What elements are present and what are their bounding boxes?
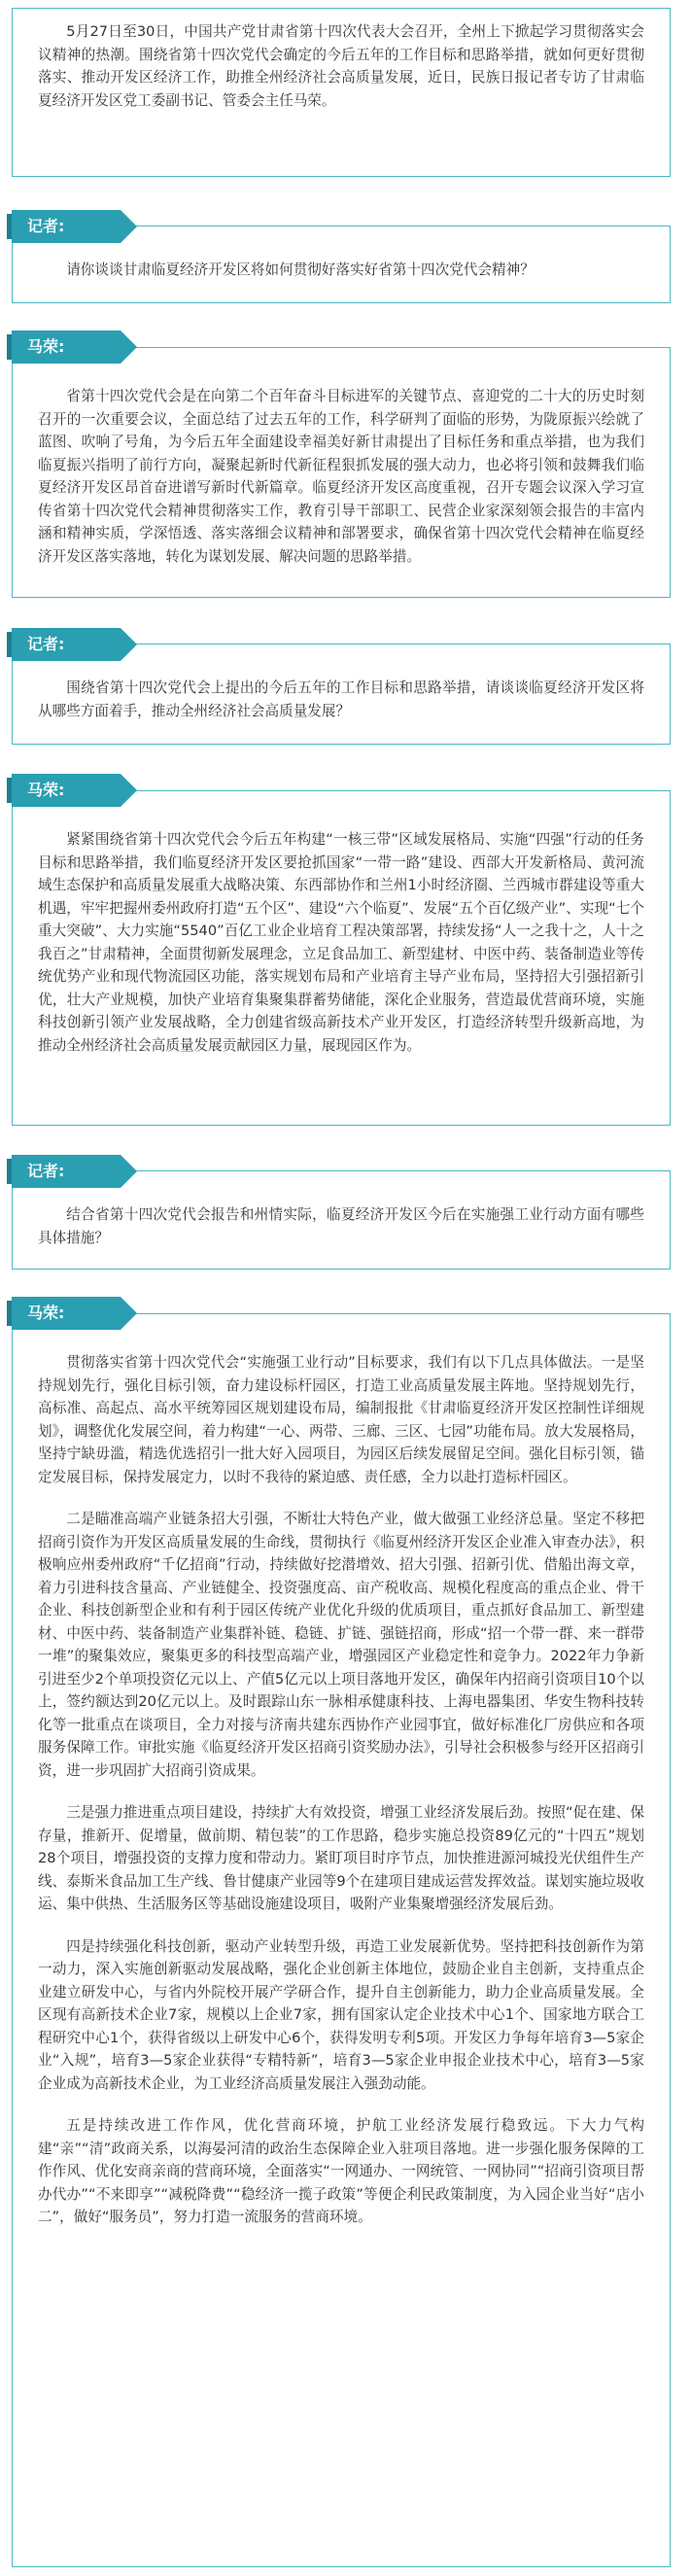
answer-2-paragraph: 紧紧围绕省第十四次党代会今后五年构建“一核三带”区域发展格局、实施“四强”行动的任务目标和思路举措，我们临夏经济开发区要抢抓国家“一带一路”建设、西部大开发新格局、黄河流域生态保护和高质量发展重大战略决策、东西部协作和兰州1小时经济圈、兰西城市群建设等重大机遇，牢牢把握州委州政府打造“五个区”、建设“六个临夏”、发展“五个百亿级产业”、实现“七个重大突破”、大力实施“5540”百亿工业企业培育工程决策部署，持续发扬“人一之我十之，人十之我百之”甘肃精神，全面贯彻新发展理念，立足食品加工、新型建材、中医中药、装备制造业等传统优势产业和现代物流园区功能，落实规划布局和产业培育主导产业布局，坚持招大引强招新引优，壮大产业规模，加快产业培育集聚集群蓄势储能，深化企业服务，营造最优营商环境，实施科技创新引领产业发展战略，全力创建省级高新技术产业开发区，打造经济转型升级新高地，为推动全州经济社会高质量发展贡献园区力量，展现园区作为。 [38, 831, 644, 1054]
answer-2-box [12, 790, 671, 1126]
interviewee-label: 马荣: [27, 1304, 65, 1322]
answer-3-box [12, 1313, 671, 2567]
answer-1-paragraph: 省第十四次党代会是在向第二个百年奋斗目标进军的关键节点、喜迎党的二十大的历史时刻召开的一次重要会议，全面总结了过去五年的工作，科学研判了面临的形势，为陇原振兴绘就了蓝图、吹响了号角，为今后五年全面建设幸福美好新甘肃提出了目标任务和重点举措，也为我们临夏振兴指明了前行方向，凝聚起新时代新征程狠抓发展的强大动力，也必将引领和鼓舞我们临夏经济开发区昂首奋进谱写新时代新篇章。临夏经济开发区高度重视，召开专题会议深入学习宣传省第十四次党代会精神贯彻落实工作，教育引导干部职工、民营企业家深刻领会报告的丰富内涵和精神实质，学深悟透、落实落细会议精神和部署要求，确保省第十四次党代会精神在临夏经济开发区落实落地，转化为谋划发展、解决问题的思路举措。 [38, 388, 644, 565]
interviewee-tag [12, 331, 121, 364]
reporter-tag [12, 210, 121, 243]
answer-1-box [12, 347, 671, 598]
question-1-text: 请你谈谈甘肃临夏经济开发区将如何贯彻好落实好省第十四次党代会精神？ [66, 261, 535, 278]
reporter-label: 记者: [27, 217, 65, 235]
answer-3-paragraph: 二是瞄准高端产业链条招大引强，不断壮大特色产业，做大做强工业经济总量。坚定不移把招商引资作为开发区高质量发展的生命线，贯彻执行《临夏州经济开发区企业准入审查办法》，积极响应州委州政府“千亿招商”行动，持续做好挖潜增效、招大引强、招新引优、借船出海文章，着力引进科技含量高、产业链健全、投资强度高、亩产税收高、规模化程度高的重点企业、骨干企业、科技创新型企业和有利于园区传统产业优化升级的优质项目，重点抓好食品加工、新型建材、中医中药、装备制造产业集群补链、稳链、扩链、强链招商，形成“招一个带一群、来一群带一堆”的聚集效应，聚集更多的科技型高端产业，增强园区产业稳定性和竞争力。2022年力争新引进至少2个单项投资亿元以上、产值5亿元以上项目落地开发区，确保年内招商引资项目10个以上，签约额达到20亿元以上。及时跟踪山东一脉相承健康科技、上海电器集团、华安生物科技转化等一批重点在谈项目，全力对接与济南共建东西协作产业园事宜，做好标准化厂房供应和各项服务保障工作。审批实施《临夏经济开发区招商引资奖励办法》，引导社会积极参与经开区招商引资，进一步巩固扩大招商引资成果。 [38, 1511, 644, 1779]
answer-3-paragraph: 四是持续强化科技创新，驱动产业转型升级，再造工业发展新优势。坚持把科技创新作为第一动力，深入实施创新驱动发展战略，强化企业创新主体地位，鼓励企业自主创新，支持重点企业建立研发中心，与省内外院校开展产学研合作，提升自主创新能力，助力企业高质量发展。全区现有高新技术企业7家，规模以上企业7家，拥有国家认定企业技术中心1个、国家地方联合工程研究中心1个，获得省级以上研发中心6个，获得发明专利5项。开发区力争每年培育3—5家企业“入规”，培育3—5家企业获得“专精特新”，培育3—5家企业申报企业技术中心，培育3—5家企业成为高新技术企业，为工业经济高质量发展注入强劲动能。 [38, 1937, 644, 2092]
intro-box [12, 8, 671, 177]
reporter-label: 记者: [27, 1162, 65, 1180]
interviewee-label: 马荣: [27, 781, 65, 799]
interviewee-label: 马荣: [27, 337, 65, 356]
question-3-text: 结合省第十四次党代会报告和州情实际，临夏经济开发区今后在实施强工业行动方面有哪些具体措施？ [38, 1206, 644, 1246]
reporter-tag [12, 1155, 121, 1188]
question-2-text: 围绕省第十四次党代会上提出的今后五年的工作目标和思路举措，请谈谈临夏经济开发区将从哪些方面着手，推动全州经济社会高质量发展？ [38, 679, 644, 719]
intro-paragraph: 5月27日至30日，中国共产党甘肃省第十四次代表大会召开，全州上下掀起学习贯彻落实会议精神的热潮。围绕省第十四次党代会确定的今后五年的工作目标和思路举措，就如何更好贯彻落实、推动开发区经济工作，助推全州经济社会高质量发展，近日，民族日报记者专访了甘肃临夏经济开发区党工委副书记、管委会主任马荣。 [38, 23, 644, 109]
answer-3-paragraph: 贯彻落实省第十四次党代会“实施强工业行动”目标要求，我们有以下几点具体做法。一是坚持规划先行，强化目标引领，奋力建设标杆园区，打造工业高质量发展主阵地。坚持规划先行，高标准、高起点、高水平统筹园区规划建设布局，编制报批《甘肃临夏经济开发区控制性详细规划》，调整优化发展空间，着力构建“一心、两带、三廊、三区、七园”功能布局。放大发展格局，坚持宁缺毋滥，精选优选招引一批大好入园项目，为园区后续发展留足空间。强化目标引领，锚定发展目标，保持发展定力，以时不我待的紧迫感、责任感，全力以赴打造标杆园区。 [38, 1354, 644, 1485]
interviewee-tag [12, 1297, 121, 1330]
answer-3-paragraph: 五是持续改进工作作风，优化营商环境，护航工业经济发展行稳致远。下大力气构建“亲”“清”政商关系，以海晏河清的政治生态保障企业入驻项目落地。进一步强化服务保障的工作作风、优化安商亲商的营商环境，全面落实“一网通办、一网统管、一网协同”“招商引资项目帮办代办”“不来即享”“减税降费”“稳经济一揽子政策”等便企利民政策制度，为入园企业当好“店小二”，做好“服务员”，努力打造一流服务的营商环境。 [38, 2117, 644, 2225]
interviewee-tag [12, 774, 121, 807]
reporter-tag [12, 628, 121, 661]
answer-3-paragraph: 三是强力推进重点项目建设，持续扩大有效投资，增强工业经济发展后劲。按照“促在建、保存量，推新开、促增量，做前期、精包装”的工作思路，稳步实施总投资89亿元的“十四五”规划28个项目，增强投资的支撑力度和带动力。紧盯项目时序节点，加快推进源河城投光伏组件生产线、泰斯米食品加工生产线、鲁甘健康产业园等9个在建项目建成运营发挥效益。谋划实施垃圾收运、集中供热、生活服务区等基础设施建设项目，吸附产业集聚增强经济发展后劲。 [38, 1804, 644, 1912]
reporter-label: 记者: [27, 635, 65, 653]
